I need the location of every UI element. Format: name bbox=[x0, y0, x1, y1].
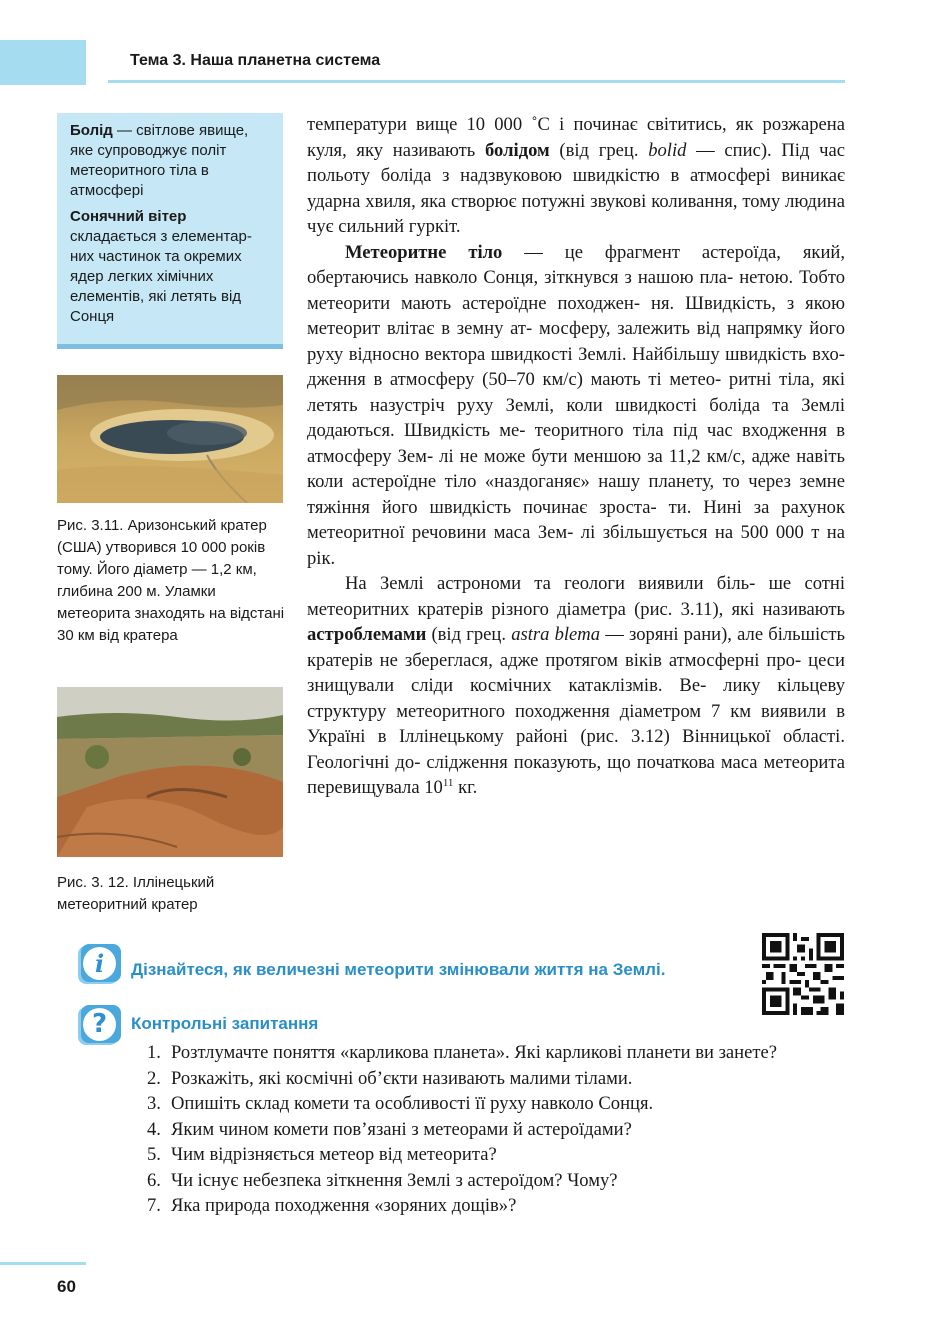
figure-caption-3-11: Рис. 3.11. Аризонський кратер (США) утворився 10 000 років тому. Його діаметр — 1,2 км, глибина 200 м. Уламки метеорита знаходять на відстані 30 км від кратера bbox=[57, 517, 285, 644]
question-item bbox=[147, 1040, 847, 1066]
exponent: 11 bbox=[442, 776, 454, 789]
question-number: 2. bbox=[147, 1067, 161, 1089]
arizona-crater-photo bbox=[57, 375, 283, 503]
header-accent-block bbox=[0, 40, 86, 85]
glossary-box bbox=[57, 113, 283, 349]
info-callout: Дізнайтеся, як величезні метеорити змінювали життя на Землі. bbox=[131, 960, 666, 979]
figure-caption-3-12: Рис. 3. 12. Іллінецький метеоритний кратер bbox=[57, 874, 215, 913]
glossary-term: Болід bbox=[70, 122, 113, 139]
question-item bbox=[147, 1091, 847, 1117]
text-run: (від грец. bbox=[549, 139, 649, 161]
question-number: 6. bbox=[147, 1169, 161, 1191]
info-icon: i bbox=[79, 944, 122, 982]
illinetsky-crater-photo bbox=[57, 687, 283, 857]
question-text: Розкажіть, які космічні об’єкти називають малими тілами. bbox=[171, 1067, 633, 1089]
main-text bbox=[307, 112, 845, 801]
term-italic: bolid bbox=[648, 139, 687, 161]
question-item bbox=[147, 1142, 847, 1168]
question-item bbox=[147, 1168, 847, 1194]
question-number: 4. bbox=[147, 1118, 161, 1140]
glossary-entry-solar-wind bbox=[70, 207, 273, 327]
paragraph-astroblemes bbox=[307, 571, 845, 801]
chapter-title: Тема 3. Наша планетна система bbox=[130, 52, 381, 69]
questions-list bbox=[147, 1040, 847, 1219]
question-text: Розтлумачте поняття «карликова планета». Які карликові планети ви занете? bbox=[171, 1042, 778, 1063]
question-item bbox=[147, 1066, 847, 1092]
question-icon: ? bbox=[79, 1005, 122, 1043]
question-number: 1. bbox=[147, 1042, 161, 1063]
term-italic: astra blema bbox=[511, 624, 601, 645]
question-text: Яка природа походження «зоряних дощів»? bbox=[171, 1195, 517, 1216]
question-text: Яким чином комети пов’язані з метеорами й астероїдами? bbox=[171, 1118, 632, 1140]
text-run: кг. bbox=[453, 777, 478, 798]
header-rule bbox=[108, 80, 845, 83]
glossary-entry-bolid bbox=[70, 121, 273, 201]
question-text: Опишіть склад комети та особливості її руху навколо Сонця. bbox=[171, 1093, 654, 1114]
glossary-definition: складається з елементар- них частинок та окремих ядер легких хімічних елементів, які летять від Сонця bbox=[70, 228, 252, 325]
paragraph-bolid bbox=[307, 112, 845, 240]
text-run: На Землі астрономи та геологи виявили біль- ше сотні метеоритних кратерів різного діаметра (рис. 3.11), які називають bbox=[307, 573, 845, 620]
page-number: 60 bbox=[57, 1277, 76, 1296]
footer-rule bbox=[0, 1262, 86, 1265]
text-run: — зоряні рани), але більшість кратерів не збереглася, адже протягом віків атмосферні про- цеси знищували сліди космічних катаклізмів. Ве- лику кільцеву структуру метеоритного походження діаметром 7 км виявили в Україні в Іллінецькому районі (рис. 3.12) Вінницької області. Геологічні до- слідження показують, що початкова маса метеорита перевищувала 10 bbox=[307, 624, 845, 798]
term-bold: Метеоритне тіло bbox=[345, 241, 503, 263]
question-item bbox=[147, 1117, 847, 1143]
qr-code[interactable] bbox=[762, 933, 844, 1015]
term-bold: астроблемами bbox=[307, 624, 427, 645]
text-run: температури вище 10 000 ˚С і починає світитись, як розжарена куля, яку називають bbox=[307, 114, 845, 161]
text-run: — спис). Під час польоту боліда з надзвуковою швидкістю в атмосфері виникає ударна хвиля, яка створює потужні звукові коливання, тому людина чує сильний гуркіт. bbox=[307, 139, 845, 237]
text-run: — це фрагмент астероїда, який, обертаючись навколо Сонця, зіткнувся з нашою пла- нетою. Тобто метеорити мають астероїдне походжен- ня. Швидкість, з якою метеорит влітає в земну ат- мосферу, залежить від напрямку його руху відносно вектора швидкості Землі. Найбільшу швидкість вхо- дження в атмосферу (50–70 км/с) мають ті метео- ритні тіла, які летять назустріч руху Землі, коли швидкості боліда та Землі додаються. Швидкість ме- теоритного тіла під час входження в атмосферу Зем- лі не може бути меншою за 11,2 км/с, адже навіть коли астероїдне тіло «наздоганяє» нашу планету, то через земне тяжіння його швидкість починає зроста- ти. Нині за рахунок метеоритної речовини маса Зем- лі збільшується на 500 000 т на рік. bbox=[307, 241, 845, 569]
question-item bbox=[147, 1193, 847, 1219]
questions-heading: Контрольні запитання bbox=[131, 1014, 319, 1033]
glossary-term: Сонячний вітер bbox=[70, 208, 187, 225]
question-number: 5. bbox=[147, 1144, 161, 1165]
question-text: Чим відрізняється метеор від метеорита? bbox=[171, 1144, 497, 1165]
glossary-definition: — світлове явище, яке супроводжує політ метеоритного тіла в атмосфері bbox=[70, 122, 249, 199]
paragraph-meteorite-body bbox=[307, 240, 845, 572]
question-number: 7. bbox=[147, 1195, 161, 1216]
text-run: (від грец. bbox=[426, 624, 512, 645]
question-text: Чи існує небезпека зіткнення Землі з астероїдом? Чому? bbox=[171, 1169, 618, 1191]
question-number: 3. bbox=[147, 1093, 161, 1114]
term-bold: болідом bbox=[485, 139, 550, 161]
